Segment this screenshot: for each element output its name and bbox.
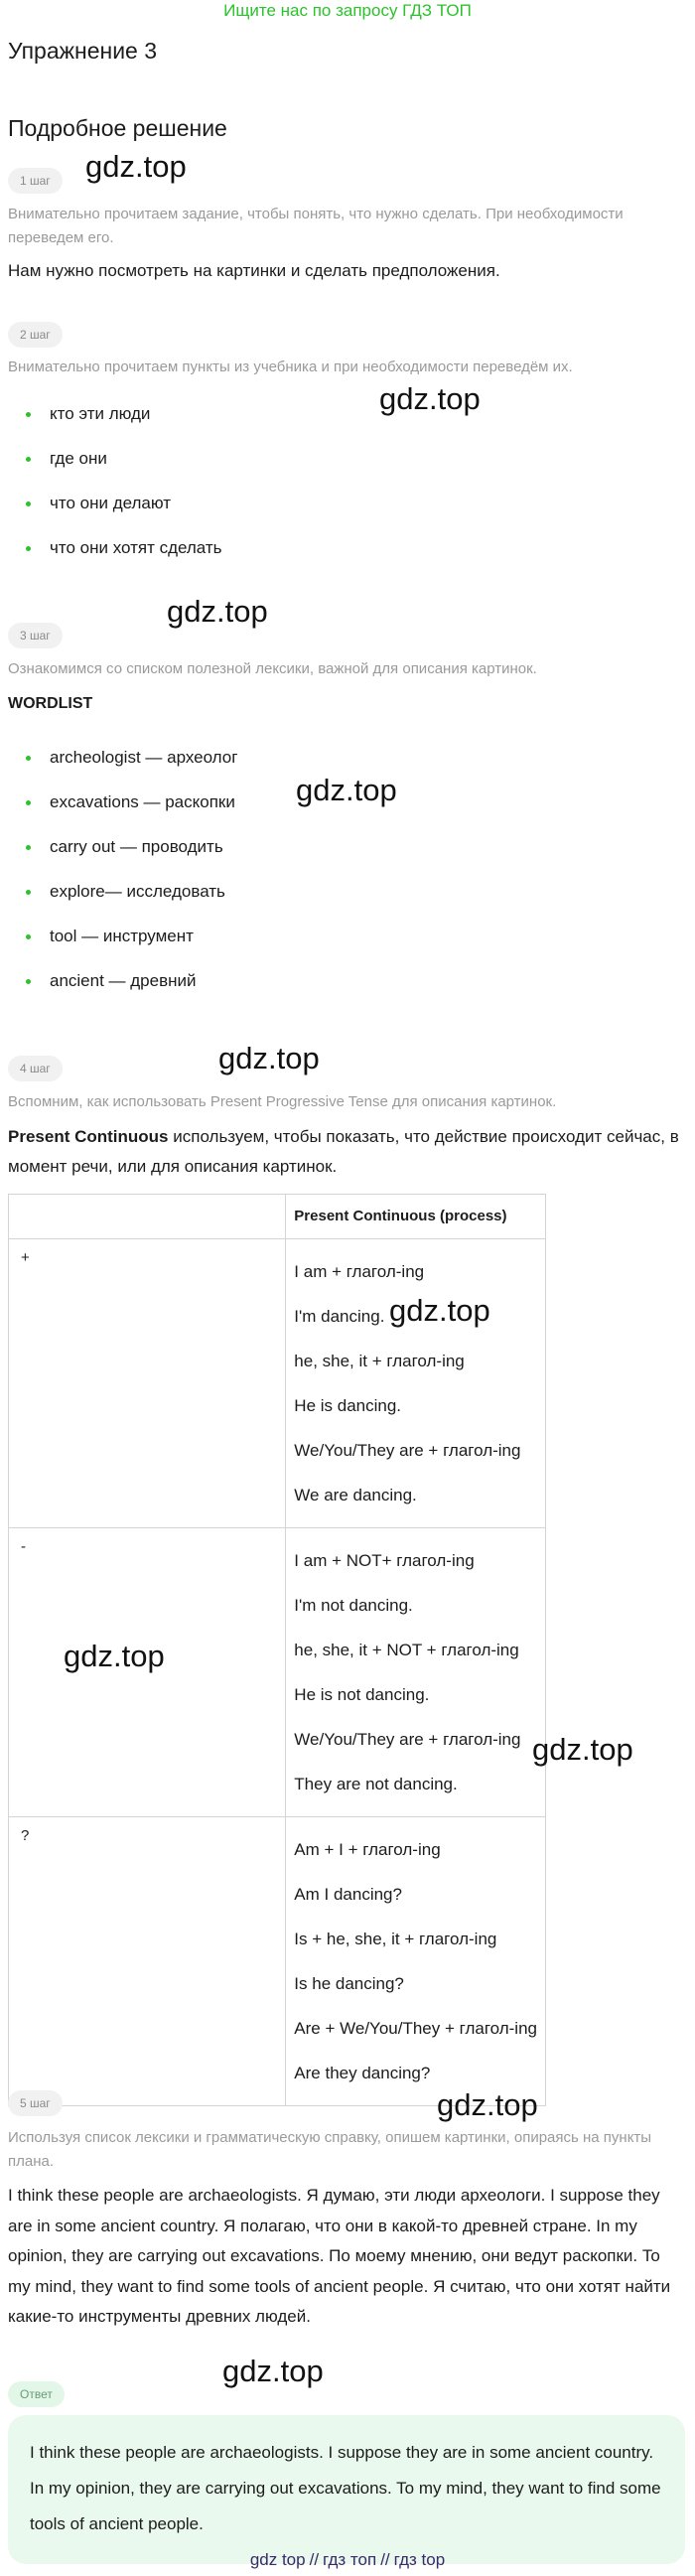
footer-links [0,2548,695,2572]
sign-minus: - [21,1538,26,1555]
table-line: Is + he, she, it + глагол-ing [294,1930,497,1948]
step-badge-4: 4 шаг [8,1056,63,1081]
table-line: he, she, it + глагол-ing [294,1352,465,1370]
list-item: что они делают [8,489,685,533]
table-row [9,1239,546,1528]
table-sign [9,1817,286,2106]
table-line: We are dancing. [294,1486,417,1504]
step-badge-1: 1 шаг [8,168,63,194]
table-line: I'm dancing. [294,1307,385,1326]
watermark: gdz.top [218,1041,320,1075]
table-cell [286,1239,546,1528]
step-text-4 [8,1122,685,1182]
answer-badge: Ответ [8,2381,65,2407]
table-line: Are + We/You/They + глагол-ing [294,2019,537,2038]
table-header-empty [9,1195,286,1239]
table-line: I am + NOT+ глагол-ing [294,1551,475,1570]
step-badge-3: 3 шаг [8,623,63,648]
table-line: Am + I + глагол-ing [294,1840,441,1859]
section-title: Подробное решение [8,115,227,141]
table-line: We/You/They are + глагол-ing [294,1441,521,1460]
table-line: he, she, it + NOT + глагол-ing [294,1641,519,1659]
questions-list [8,399,685,578]
list-item: кто эти люди [8,399,685,444]
page-title: Упражнение 3 [8,38,158,64]
step-hint-1: Внимательно прочитаем задание, чтобы понять, что нужно сделать. При необходимости переведем его. [8,206,624,246]
answer-box [8,2415,685,2564]
step-hint-5: Используя список лексики и грамматическую справку, опишем картинки, опираясь на пункты плана. [8,2129,652,2170]
list-item: где они [8,444,685,489]
watermark: gdz.top [167,594,268,629]
top-banner: Ищите нас по запросу ГДЗ ТОП [223,1,472,20]
table-header [286,1195,546,1239]
list-item: tool — инструмент [8,922,685,966]
table-header-row [9,1195,546,1239]
table-line: We/You/They are + глагол-ing [294,1730,521,1749]
table-cell [286,1528,546,1817]
term-present-continuous: Present Continuous [8,1127,169,1146]
table-sign [9,1239,286,1528]
answer-text: I think these people are archaeologists. I suppose they are in some ancient country. In my opinion, they are carrying out excavations. To my mind, they want to find some tools of ancient people. [30,2443,661,2533]
table-line: Is he dancing? [294,1974,404,1993]
watermark: gdz.top [532,1732,633,1767]
footer-link[interactable]: гдз топ [323,2550,377,2569]
table-line: Am I dancing? [294,1885,402,1904]
table-row [9,1817,546,2106]
step-hint-4: Вспомним, как использовать Present Progressive Tense для описания картинок. [8,1093,557,1110]
list-item: ancient — древний [8,966,685,1011]
footer-link[interactable]: gdz top [249,2550,306,2569]
watermark: gdz.top [64,1639,165,1673]
table-line: He is dancing. [294,1396,402,1415]
step-badge-2: 2 шаг [8,322,63,348]
table-line: I'm not dancing. [294,1596,413,1615]
watermark: gdz.top [296,773,397,807]
table-line: I am + глагол-ing [294,1262,425,1281]
wordlist [8,743,685,1011]
watermark: gdz.top [389,1293,490,1328]
step-text-1: Нам нужно посмотреть на картинки и сделать предположения. [8,261,500,280]
table-cell [286,1817,546,2106]
list-item: explore— исследовать [8,877,685,922]
list-item: carry out — проводить [8,832,685,877]
table-header-text: Present Continuous (process) [294,1208,507,1224]
step-hint-2: Внимательно прочитаем пункты из учебника и при необходимости переведём их. [8,358,573,375]
list-item: что они хотят сделать [8,533,685,578]
step-text-5: I think these people are archaeologists. Я думаю, эти люди археологи. I suppose they are in some ancient country. Я полагаю, что они в какой-то древней стране. In my opinion, they are carrying out excavations. По моему мнению, они ведут раскопки. To my mind, they want to find some tools of ancient people. Я считаю, что они хотят найти какие-то инструменты древних людей. [8,2186,671,2326]
footer-separator: // [309,2550,320,2569]
table-line: They are not dancing. [294,1775,458,1793]
watermark: gdz.top [379,381,481,416]
watermark: gdz.top [85,149,187,184]
list-item: excavations — раскопки [8,787,685,832]
list-item: archeologist — археолог [8,743,685,787]
watermark: gdz.top [222,2354,324,2388]
table-line: He is not dancing. [294,1685,430,1704]
table-line: Are they dancing? [294,2064,431,2082]
step-hint-3: Ознакомимся со списком полезной лексики, важной для описания картинок. [8,660,537,677]
watermark: gdz.top [437,2087,538,2122]
sign-question: ? [21,1827,30,1844]
step-text-4-body: используем, чтобы показать, что действие происходит сейчас, в момент речи, или для описания картинок. [8,1127,679,1176]
step-badge-5: 5 шаг [8,2090,63,2116]
footer-link[interactable]: гдз top [393,2550,446,2569]
sign-plus: + [21,1249,30,1266]
wordlist-title: WORDLIST [8,695,93,712]
footer-separator: // [380,2550,390,2569]
